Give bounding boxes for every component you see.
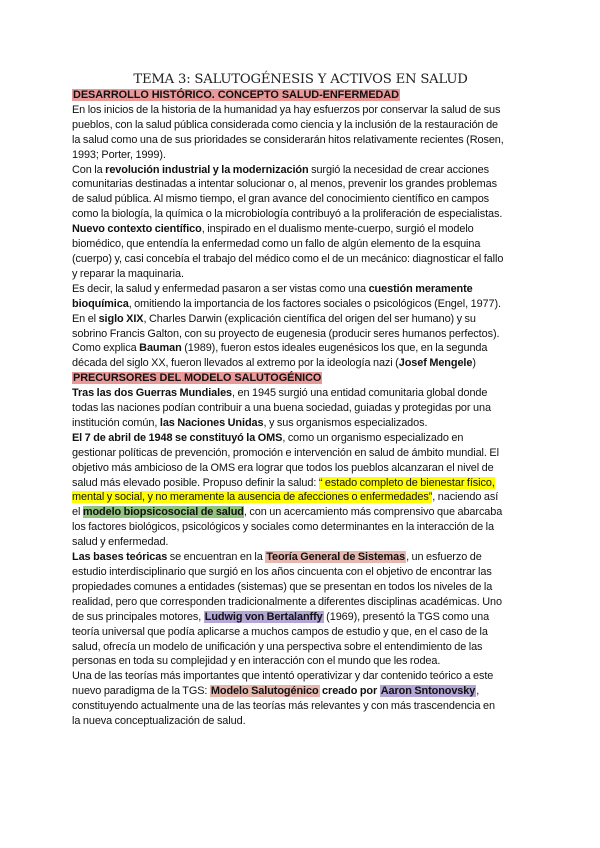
text-line: de salud pública. Al mismo tiempo, el gran avance del conocimiento científico en campos	[72, 193, 490, 206]
text-line: personas en toda su complejidad y en interacción con el mundo que les rodea.	[72, 655, 441, 668]
text-line	[72, 490, 529, 505]
bold-term: Tras las dos Guerras Mundiales	[72, 387, 233, 400]
highlighted-bertalanffy: Ludwig von Bertalanffy	[204, 610, 323, 623]
text-line	[72, 550, 529, 565]
text-run: Es decir, la salud y enfermedad pasaron a ser vistas como una	[72, 282, 369, 295]
text-line: sobrino Francis Galton, con su proyecto de eugenesia (producir seres humanos perfectos).	[72, 327, 500, 340]
bold-term: Las bases teóricas	[72, 551, 168, 564]
text-line	[72, 505, 529, 520]
text-run: década del siglo XX, fueron llevados al extremo por la ideología nazi (	[72, 357, 399, 370]
paragraph-darwin	[72, 312, 529, 342]
highlighted-salutogenic-model: Modelo Salutogénico	[210, 685, 319, 698]
text-line	[72, 297, 529, 312]
text-run: (1989), fueron estos ideales eugenésicos los que, en la segunda	[181, 342, 488, 355]
text-run: el	[72, 506, 83, 519]
text-run: surgió la necesidad de crear acciones	[308, 163, 489, 176]
bold-term: creado por	[319, 685, 380, 698]
paragraph-industrial-revolution	[72, 163, 529, 223]
text-line	[72, 431, 529, 446]
text-line: comunitarias destinadas a intentar solucionar o, al menos, prevenir los grandes problemas	[72, 178, 497, 191]
text-line	[72, 386, 529, 401]
text-line: 1993; Porter, 1999).	[72, 148, 166, 161]
text-line: estudio interdisciplinario que surgió en los años cincuenta con el objetivo de encontrar las	[72, 566, 492, 578]
text-line: (cuerpo) y, casi concebía el trabajo del médico como el de un mecánico: diagnosticar el fallo	[72, 252, 504, 265]
text-line	[72, 476, 529, 491]
text-line: gestionar políticas de prevención, promoción e intervención en salud de ámbito mundial. El	[72, 446, 499, 459]
text-run: )	[472, 357, 476, 370]
paragraph-biochemical	[72, 282, 529, 312]
text-line: objetivo más ambicioso de la OMS era lograr que todos los pueblos alcanzaran el nivel de	[72, 461, 494, 474]
text-line: los factores biológicos, psicológicos y sociales como determinantes en la interacción de la	[72, 521, 494, 534]
text-line: realidad, pero que corresponden tradicionalmente a diferentes disciplinas académicas. Uno	[72, 595, 503, 608]
text-line: En los inicios de la historia de la humanidad ya hay esfuerzos por conservar la salud de sus	[72, 103, 501, 116]
paragraph-world-wars	[72, 386, 529, 431]
paragraph-salutogenic-model	[72, 669, 529, 729]
text-run: , como un organismo especializado en	[282, 431, 464, 444]
bold-term: Bauman	[139, 342, 182, 355]
text-run: institución común,	[72, 416, 160, 429]
section-heading-precursors	[72, 371, 529, 386]
text-line: como la biología, la química o la microbiología contribuyó a la proliferación de especialistas.	[72, 208, 503, 221]
text-run: , naciendo así	[432, 491, 499, 504]
highlighted-antonovsky: Aaron Sntonovsky	[380, 685, 476, 698]
text-line: teoría universal que podía aplicarse a muchos campos de estudio y que, en el caso de la	[72, 625, 488, 638]
text-line	[72, 282, 529, 297]
document-page	[72, 72, 529, 729]
text-run: Con la	[72, 163, 106, 176]
section-heading-precursors-text: PRECURSORES DEL MODELO SALUTOGÉNICO	[73, 372, 322, 385]
bold-term: las Naciones Unidas	[159, 416, 264, 429]
text-run: , omitiendo la importancia de los factores sociales o psicológicos (Engel, 1977).	[128, 297, 501, 310]
text-run: , con un acercamiento más comprensivo que abarcaba	[243, 506, 503, 519]
text-run: , inspirado en el dualismo mente-cuerpo, surgió el modelo	[201, 223, 474, 236]
highlighted-systems-theory: Teoría General de Sistemas	[266, 551, 406, 564]
text-run: ,	[476, 685, 480, 698]
text-line: y reparar la maquinaria.	[72, 267, 184, 280]
document-title: TEMA 3: SALUTOGÉNESIS Y ACTIVOS EN SALUD	[133, 72, 468, 87]
bold-term: Nuevo contexto científico	[72, 223, 202, 236]
highlighted-definition: mental y social, y no meramente la ausencia de afecciones o enfermedades”	[72, 491, 433, 504]
bold-term: siglo XIX	[98, 312, 144, 325]
paragraph-systems-theory	[72, 550, 529, 669]
highlighted-definition: “ estado completo de bienestar físico,	[318, 476, 495, 489]
text-line	[72, 341, 529, 356]
text-run: se encuentran en la	[167, 551, 266, 564]
text-run: (1969), presentó la TGS como una	[323, 610, 490, 623]
text-run: , y sus organismos especializados.	[263, 416, 428, 429]
bold-term: bioquímica	[72, 297, 129, 310]
text-line: biomédico, que entendía la enfermedad como un fallo de algún elemento de la esquina	[72, 238, 481, 251]
text-line	[72, 610, 529, 625]
paragraph-bauman	[72, 341, 529, 371]
text-line: la nueva conceptualización de salud.	[72, 715, 246, 728]
text-line: la salud como una de sus prioridades se considerarán hitos relativamente recientes (Rosen,	[72, 133, 504, 146]
paragraph-biomedical-model	[72, 222, 529, 282]
bold-term: revolución industrial y la modernización	[105, 163, 309, 176]
text-line: salud, ofrecía un modelo de unificación y una perspectiva sobre el entendimiento de las	[72, 640, 483, 653]
text-run: Como explica	[72, 342, 140, 355]
section-heading-historical-text: DESARROLLO HISTÓRICO. CONCEPTO SALUD-ENFERMEDAD	[73, 89, 399, 101]
text-line: pueblos, con la salud pública considerada como ciencia y la inclusión de la restauración de	[72, 118, 499, 131]
bold-term: El 7 de abril de 1948 se constituyó la OMS	[72, 431, 283, 444]
text-line: constituyendo actualmente una de las teorías más relevantes y con más trascendencia en	[72, 700, 495, 713]
text-line	[72, 163, 529, 178]
text-line: salud y enfermedad.	[72, 536, 169, 549]
text-line	[72, 222, 529, 237]
paragraph-oms	[72, 431, 529, 550]
text-line	[72, 684, 529, 699]
text-run: , Charles Darwin (explicación científica del origen del ser humano) y su	[143, 312, 476, 325]
text-run: , en 1945 surgió una entidad comunitaria global donde	[232, 387, 488, 400]
text-line	[72, 416, 529, 431]
text-run: de sus principales motores,	[72, 610, 204, 623]
text-line: Una de las teorías más importantes que intentó operativizar y dar contenido teórico a este	[72, 670, 494, 683]
section-heading-historical	[72, 88, 529, 103]
highlighted-biopsychosocial-model: modelo biopsicosocial de salud	[82, 506, 244, 519]
text-run: nuevo paradigma de la TGS:	[72, 685, 210, 698]
text-run: salud más elevado posible. Propuso definir la salud:	[72, 476, 319, 489]
text-line: todas las naciones podían contribuir a una buena sociedad, guiadas y protegidas por una	[72, 402, 491, 415]
bold-term: Josef Mengele	[398, 357, 473, 370]
text-run: En el	[72, 312, 99, 325]
text-line	[72, 312, 529, 327]
paragraph-intro	[72, 103, 529, 163]
text-line: propiedades comunes a entidades (sistemas) que se presentan en todos los niveles de la	[72, 580, 493, 593]
bold-term: cuestión meramente	[368, 282, 473, 295]
text-line	[72, 356, 529, 371]
text-run: , un esfuerzo de	[406, 551, 482, 564]
